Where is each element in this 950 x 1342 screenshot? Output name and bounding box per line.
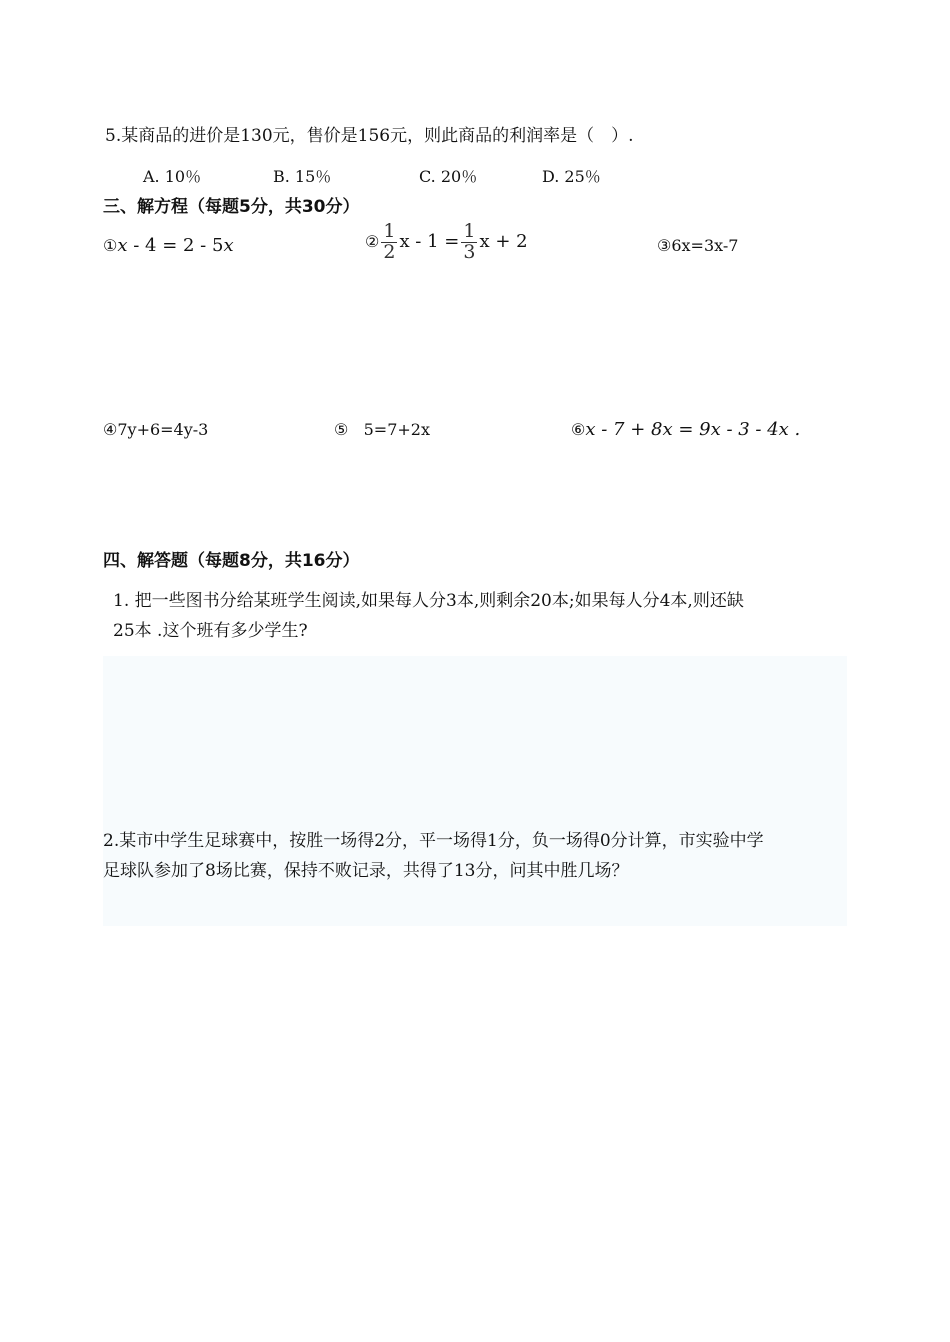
- section-3-title: 三、解方程（每题5分，共30分）: [103, 197, 360, 217]
- problem-2-line-1: 2.某市中学生足球赛中，按胜一场得2分，平一场得1分，负一场得0分计算，市实验中学: [103, 831, 764, 851]
- equation-2: [365, 222, 528, 263]
- equation-1-var-left: x: [117, 235, 128, 256]
- equation-3: [657, 236, 738, 255]
- section-4-title: 四、解答题（每题8分，共16分）: [103, 551, 360, 571]
- equation-6-text: x - 7 + 8x = 9x - 3 - 4x .: [585, 419, 801, 440]
- equation-4: [103, 420, 208, 439]
- equation-1-mid: - 4 = 2 - 5: [127, 235, 224, 256]
- equation-6: [571, 419, 800, 440]
- problem-2-line-2: 足球队参加了8场比赛，保持不败记录，共得了13分，问其中胜几场？: [103, 861, 629, 881]
- equation-5: [334, 420, 430, 439]
- fraction-2-numerator: 1: [463, 220, 476, 242]
- problem-1-line-2: 25本 .这个班有多少学生?: [113, 621, 308, 641]
- equation-1: [103, 235, 234, 256]
- equation-4-marker: ④: [103, 420, 118, 439]
- equation-1-marker: ①: [103, 236, 118, 255]
- option-c: C. 20％: [419, 167, 478, 186]
- equation-6-marker: ⑥: [571, 420, 586, 439]
- equation-5-marker: ⑤: [334, 420, 349, 439]
- fraction-1-denominator: 2: [383, 240, 396, 263]
- problem-1-line-1: 1. 把一些图书分给某班学生阅读,如果每人分3本,则剩余20本;如果每人分4本,则还缺: [113, 591, 744, 611]
- equation-3-text: 6x=3x-7: [671, 236, 739, 255]
- fraction-one-third: [461, 222, 477, 263]
- equation-3-marker: ③: [657, 236, 672, 255]
- option-d: D. 25％: [542, 167, 601, 186]
- equation-5-text: 5=7+2x: [363, 420, 430, 439]
- equation-4-text: 7y+6=4y-3: [117, 420, 209, 439]
- fraction-1-numerator: 1: [383, 220, 396, 242]
- fraction-2-denominator: 3: [463, 240, 476, 263]
- option-a: A. 10％: [143, 167, 202, 186]
- equation-2-marker: ②: [365, 231, 380, 251]
- question-5-stem: 5.某商品的进价是130元，售价是156元，则此商品的利润率是（ ）.: [105, 126, 634, 146]
- fraction-one-half: [381, 222, 397, 263]
- equation-2-part1: x - 1 =: [399, 230, 460, 252]
- option-b: B. 15％: [273, 167, 332, 186]
- equation-2-part2: x + 2: [479, 230, 528, 252]
- equation-1-var-right: x: [223, 235, 234, 256]
